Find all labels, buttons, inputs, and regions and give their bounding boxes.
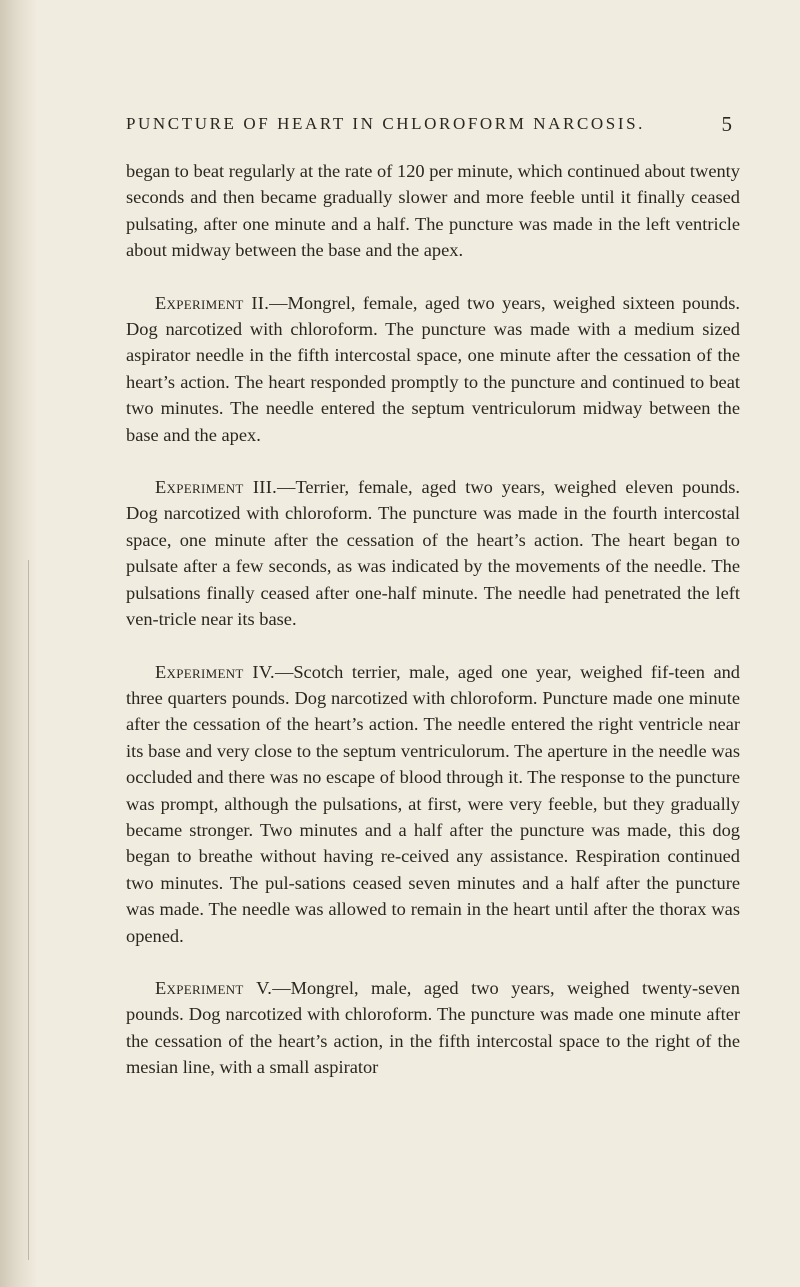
experiment-heading: Experiment IV. [155, 661, 275, 682]
page-gutter-shadow [0, 0, 38, 1287]
paragraph-experiment-4 [126, 659, 740, 949]
paragraph-text: began to beat regularly at the rate of 120 per minute, which continued about twenty seconds and then became gradually slower and more feeble until it finally ceased pulsating, after one minute and a half. The puncture was made in the left ventricle about midway between the base and the apex. [126, 161, 740, 261]
running-head [126, 114, 732, 142]
paragraph-experiment-3 [126, 474, 740, 632]
paragraph-experiment-5 [126, 975, 740, 1081]
paragraph-text: —Terrier, female, aged two years, weighed eleven pounds. Dog narcotized with chloroform. The puncture was made in the fourth intercostal space, one minute after the cessation of the heart’s action. The heart began to pulsate after a few seconds, as was indicated by the movements of the needle. The pulsations finally ceased after one-half minute. The needle had penetrated the left ven-tricle near its base. [126, 477, 740, 630]
page-number: 5 [721, 112, 732, 136]
paragraph-text: —Scotch terrier, male, aged one year, weighed fif-teen and three quarters pounds. Dog narcotized with chloroform. Puncture made one minute after the cessation of the heart’s action. The needle entered the right ventricle near its base and very close to the septum ventriculorum. The aperture in the needle was occluded and there was no escape of blood through it. The response to the puncture was prompt, although the pulsations, at first, were very feeble, but they gradually became stronger. Two minutes and a half after the puncture was made, this dog began to breathe without having re-ceived any assistance. Respiration continued two minutes. The pul-sations ceased seven minutes and a half after the puncture was made. The needle was allowed to remain in the heart until after the thorax was opened. [126, 661, 740, 946]
experiment-heading: Experiment II. [155, 292, 270, 313]
running-title: PUNCTURE OF HEART IN CHLOROFORM NARCOSIS. [126, 114, 645, 133]
experiment-heading: Experiment III. [155, 477, 278, 498]
gutter-line [28, 560, 29, 1260]
experiment-heading: Experiment V. [155, 977, 273, 998]
body-text [126, 158, 740, 1081]
paragraph-text: —Mongrel, male, aged two years, weighed twenty-seven pounds. Dog narcotized with chloroform. The puncture was made one minute after the cessation of the heart’s action, in the fifth intercostal space to the right of the mesian line, with a small aspirator [126, 977, 740, 1078]
paragraph-experiment-2 [126, 290, 740, 448]
paragraph-continuation [126, 158, 740, 264]
paragraph-text: —Mongrel, female, aged two years, weighed sixteen pounds. Dog narcotized with chloroform. The puncture was made with a medium sized aspirator needle in the fifth intercostal space, one minute after the cessation of the heart’s action. The heart responded promptly to the puncture and continued to beat two minutes. The needle entered the septum ventriculorum midway between the base and the apex. [126, 292, 741, 445]
